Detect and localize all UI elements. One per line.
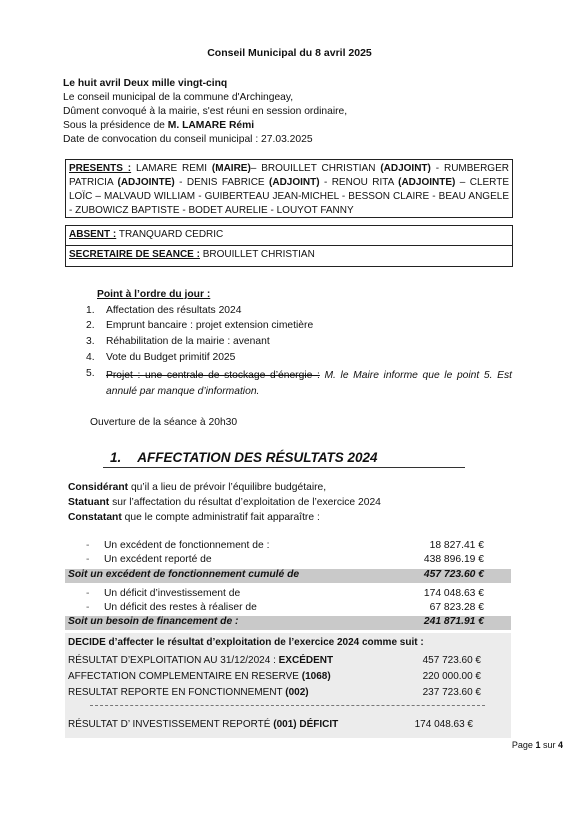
statuant: Statuant sur l’affectation du résultat d’exploitation de l’exercice 2024 — [68, 497, 381, 508]
secretaire-label: SECRETAIRE DE SEANCE : — [69, 249, 200, 260]
intro-presidence: Sous la présidence de M. LAMARE Rémi — [63, 120, 255, 131]
secretaire-box — [65, 246, 513, 267]
dashed-separator — [90, 705, 485, 706]
decide-row-resultat: RÉSULTAT D’EXPLOITATION AU 31/12/2024 : EXCÉDENT 457 723.60 € — [68, 655, 481, 666]
intro-commune: Le conseil municipal de la commune d'Archingeay, — [63, 92, 294, 103]
secretaire-value: BROUILLET CHRISTIAN — [199, 249, 315, 260]
fonctionnement-row: - Un excédent reporté de 438 896.19 € — [86, 554, 484, 565]
page-number: Page 1 sur 4 — [511, 740, 563, 750]
cancelled-item-note: M. le Maire informe que le point 5. Est annulé par manque d’information. — [106, 370, 512, 397]
absent-value: TRANQUARD CEDRIC — [116, 229, 224, 240]
decide-row-report: RESULTAT REPORTE EN FONCTIONNEMENT (002) 237 723.60 € — [68, 687, 481, 698]
fonctionnement-total: Soit un excédent de fonctionnement cumulé de 457 723.60 € — [65, 569, 511, 583]
decide-row-investissement: RÉSULTAT D’ INVESTISSEMENT REPORTÉ (001) DÉFICIT 174 048.63 € — [68, 719, 473, 730]
decide-row-affectation: AFFECTATION COMPLEMENTAIRE EN RESERVE (1068) 220 000.00 € — [68, 671, 481, 682]
agenda-item: 4. Vote du Budget primitif 2025 — [86, 352, 236, 363]
investissement-row: - Un déficit d’investissement de 174 048.63 € — [86, 588, 484, 599]
document-title: Conseil Municipal du 8 avril 2025 — [207, 47, 372, 59]
absent-box — [65, 225, 513, 246]
intro-convocation: Dûment convoqué à la mairie, s'est réuni en session ordinaire, — [63, 106, 348, 117]
ouverture-seance: Ouverture de la séance à 20h30 — [90, 417, 238, 428]
presents-box: PRESENTS : LAMARE REMI (MAIRE)– BROUILLET CHRISTIAN (ADJOINT) - RUMBERGER PATRICIA (ADJOINTE) - DENIS FABRICE (ADJOINT) - RENOU RITA (ADJOINTE) – CLERTE LOÏC – MALVAUD WILLIAM - GUIBERTEAU JEAN-MICHEL - BESSON CLAIRE - BEAU ANGELE - ZUBOWICZ BAPTISTE - BODET AURELIE - LOUYOT FANNY — [65, 159, 513, 218]
investissement-row: - Un déficit des restes à réaliser de 67 823.28 € — [86, 602, 484, 613]
section-underline — [103, 467, 465, 468]
fonctionnement-row: - Un excédent de fonctionnement de : 18 827.41 € — [86, 540, 484, 551]
considerant: Considérant qu’il a lieu de prévoir l’équilibre budgétaire, — [68, 482, 327, 493]
investissement-total: Soit un besoin de financement de : 241 871.91 € — [65, 616, 511, 630]
agenda-item: 3. Réhabilitation de la mairie : avenant — [86, 336, 270, 347]
agenda-item-cancelled: 5. Projet : une centrale de stockage d’énergie : M. le Maire informe que le point 5. Est annulé par manque d’information. — [86, 368, 512, 397]
decide-title: DECIDE d’affecter le résultat d’exploitation de l’exercice 2024 comme suit : — [68, 637, 424, 648]
agenda-item: 1. Affectation des résultats 2024 — [86, 305, 242, 316]
presents-label: PRESENTS : — [69, 163, 132, 174]
section-heading: 1. AFFECTATION DES RÉSULTATS 2024 — [110, 450, 378, 465]
intro-date: Le huit avril Deux mille vingt-cinq — [63, 78, 228, 89]
ordre-du-jour-title: Point à l’ordre du jour : — [97, 289, 211, 300]
cancelled-item-text: Projet : une centrale de stockage d’énergie : — [106, 370, 320, 381]
intro-date-convocation: Date de convocation du conseil municipal : 27.03.2025 — [63, 134, 313, 145]
constatant: Constatant que le compte administratif fait apparaître : — [68, 512, 320, 523]
agenda-item: 2. Emprunt bancaire : projet extension cimetière — [86, 320, 314, 331]
absent-label: ABSENT : — [69, 229, 117, 240]
